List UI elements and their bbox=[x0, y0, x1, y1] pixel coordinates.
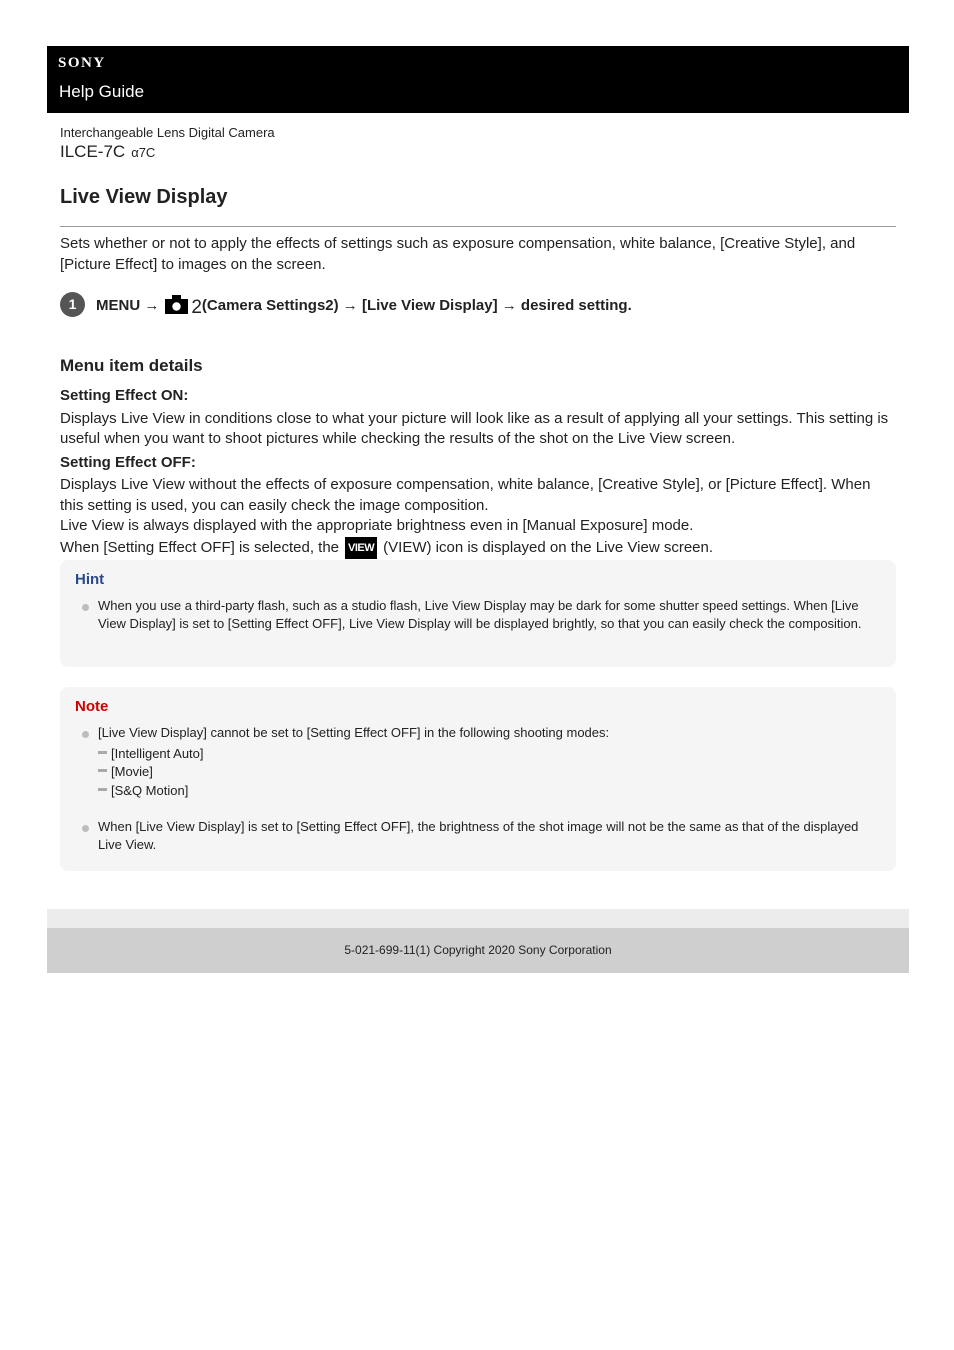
list-item: [Intelligent Auto] bbox=[98, 745, 204, 763]
setting-effect-on-term: Setting Effect ON: bbox=[60, 387, 189, 404]
bullet-icon bbox=[82, 731, 89, 738]
model-code: ILCE-7C bbox=[60, 142, 126, 161]
step-menu-label: MENU → bbox=[96, 297, 160, 314]
note-box bbox=[60, 687, 896, 871]
title-divider bbox=[60, 226, 896, 227]
model-alias: α7C bbox=[131, 145, 156, 160]
setting-effect-on-desc: Displays Live View in conditions close to what your picture will look like as a result of applying all your settings. This setting is useful when you want to shoot pictures while checking the results of the shot on the Live View screen. bbox=[60, 409, 889, 447]
setting-effect-off-term: Setting Effect OFF: bbox=[60, 453, 196, 471]
hint-title: Hint bbox=[75, 571, 105, 588]
note-title: Note bbox=[75, 698, 109, 715]
help-guide-title[interactable]: Help Guide bbox=[59, 82, 145, 101]
bullet-icon bbox=[82, 604, 89, 611]
step-instruction bbox=[96, 293, 632, 318]
off-desc-line3-pre: When [Setting Effect OFF] is selected, the bbox=[60, 538, 340, 556]
page-header bbox=[47, 46, 909, 113]
page-title: Live View Display bbox=[60, 186, 228, 208]
page-footer bbox=[47, 928, 909, 973]
camera-settings-icon bbox=[165, 293, 189, 315]
hint-text: When you use a third-party flash, such as a studio flash, Live View Display may be dark for some shutter speed settings. When [Live View Display] is set to [Setting Effect OFF], Live View Display will be displayed brightly, so that you can easily check the composition. bbox=[98, 598, 862, 631]
footer-spacer bbox=[47, 909, 909, 928]
off-desc-line2: Live View is always displayed with the appropriate brightness even in [Manual Exposure] mode. bbox=[60, 517, 694, 534]
bullet-icon bbox=[82, 825, 89, 832]
dash-icon bbox=[98, 788, 107, 791]
note-item-2: When [Live View Display] is set to [Setting Effect OFF], the brightness of the shot image will not be the same as that of the displayed Live View. bbox=[98, 819, 859, 852]
copyright-text: 5-021-699-11(1) Copyright 2020 Sony Corporation bbox=[344, 943, 612, 957]
camera-settings-digit: 2 bbox=[191, 297, 202, 318]
setting-effect-off-desc bbox=[60, 475, 896, 559]
note-item-1: [Live View Display] cannot be set to [Setting Effect OFF] in the following shooting modes: bbox=[98, 725, 610, 740]
off-desc-line3-post: (VIEW) icon is displayed on the Live View screen. bbox=[383, 538, 714, 556]
view-icon: VIEW bbox=[345, 537, 377, 560]
list-item: [Movie] bbox=[98, 763, 153, 781]
off-desc-line1: Displays Live View without the effects of exposure compensation, white balance, [Creative Style], or [Picture Effect]. When this setting is used, you can easily check the image composition. bbox=[60, 476, 871, 514]
sony-logo: SONY bbox=[58, 55, 106, 71]
product-line: Interchangeable Lens Digital Camera bbox=[60, 125, 275, 140]
step-text: (Camera Settings2) → [Live View Display] → desired setting. bbox=[201, 297, 632, 314]
model-name bbox=[60, 142, 155, 162]
hint-box bbox=[60, 560, 896, 667]
intro-text: Sets whether or not to apply the effects of settings such as exposure compensation, white balance, [Creative Style], and [Picture Effect] to images on the screen. bbox=[60, 235, 856, 273]
dash-icon bbox=[98, 769, 107, 772]
dash-icon bbox=[98, 751, 107, 754]
menu-item-details-heading: Menu item details bbox=[60, 356, 203, 375]
menu-item-details bbox=[60, 386, 896, 559]
step-number-badge: 1 bbox=[60, 292, 85, 317]
list-item: [S&Q Motion] bbox=[98, 782, 188, 800]
